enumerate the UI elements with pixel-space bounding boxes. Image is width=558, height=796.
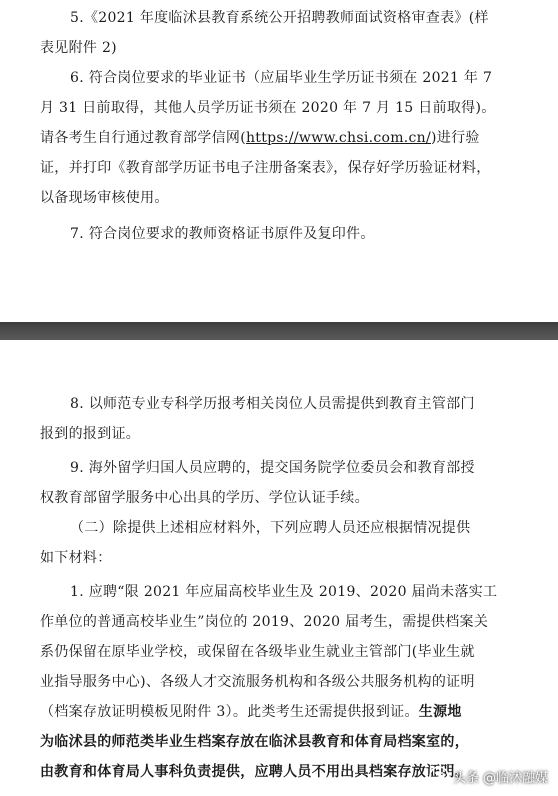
item5-line1: 5.《2021 年度临沭县教育系统公开招聘教师面试资格审查表》(样 [70, 10, 489, 26]
item6-line1: 6. 符合岗位要求的毕业证书（应届毕业生学历证书须在 2021 年 7 [70, 70, 493, 86]
item5-line2: 表见附件 2) [40, 40, 117, 56]
item6-line3 [0, 128, 558, 148]
item6-line4: 证，并打印《教育部学历证书电子注册备案表》，保存好学历验证材料， [40, 160, 491, 176]
item7-line1: 7. 符合岗位要求的教师资格证书原件及复印件。 [70, 226, 375, 242]
sub1-line5-bold: 生源地 [418, 704, 462, 720]
watermark-text: 头条 @临沭融媒 [452, 770, 548, 786]
chsi-link[interactable]: https://www.chsi.com.cn/ [245, 130, 432, 146]
item8-line1: 8. 以师范专业专科学历报考相关岗位人员需提供到教育主管部门 [70, 396, 475, 412]
sub1-line6: 为临沭县的师范类毕业生档案存放在临沭县教育和体育局档案室的， [40, 734, 469, 750]
item6-line3-post: )进行验 [431, 130, 480, 146]
sub1-line3: 系仍保留在原毕业学校，或保留在各级毕业生就业主管部门(毕业生就 [40, 644, 475, 660]
sub1-line1: 1. 应聘“限 2021 年应届高校毕业生及 2019、2020 届尚未落实工 [70, 584, 498, 600]
item6-line3-pre: 请各考生自行通过教育部学信网( [40, 130, 246, 146]
watermark [429, 764, 548, 788]
document-page-top [0, 0, 558, 322]
section2-line2: 如下材料： [40, 550, 112, 566]
sub1-line4: 业指导服务中心)、各级人才交流服务机构和各级公共服务机构的证明 [40, 674, 475, 690]
document-page-bottom [0, 340, 558, 796]
item6-line2: 月 31 日前取得，其他人员学历证书须在 2020 年 7 月 15 日前取得)。 [40, 100, 496, 116]
sub1-line5 [0, 702, 558, 722]
item9-line1: 9. 海外留学归国人员应聘的，提交国务院学位委员会和教育部授 [70, 460, 475, 476]
item8-line2: 报到的报到证。 [40, 426, 141, 442]
toutiao-logo-icon [429, 766, 449, 786]
item6-line5: 以备现场审核使用。 [40, 190, 169, 206]
item9-line2: 权教育部留学服务中心出具的学历、学位认证手续。 [40, 490, 369, 506]
sub1-line7: 由教育和体育局人事科负责提供，应聘人员不用出具档案存放证明。 [40, 764, 469, 780]
sub1-line2: 作单位的普通高校毕业生”岗位的 2019、2020 届考生，需提供档案关 [40, 614, 489, 630]
sub1-line5-plain: （档案存放证明模板见附件 3）。此类考生还需提供报到证。 [40, 704, 419, 720]
section2-line1: （二）除提供上述相应材料外，下列应聘人员还应根据情况提供 [70, 520, 471, 536]
page-break-divider [0, 322, 558, 340]
